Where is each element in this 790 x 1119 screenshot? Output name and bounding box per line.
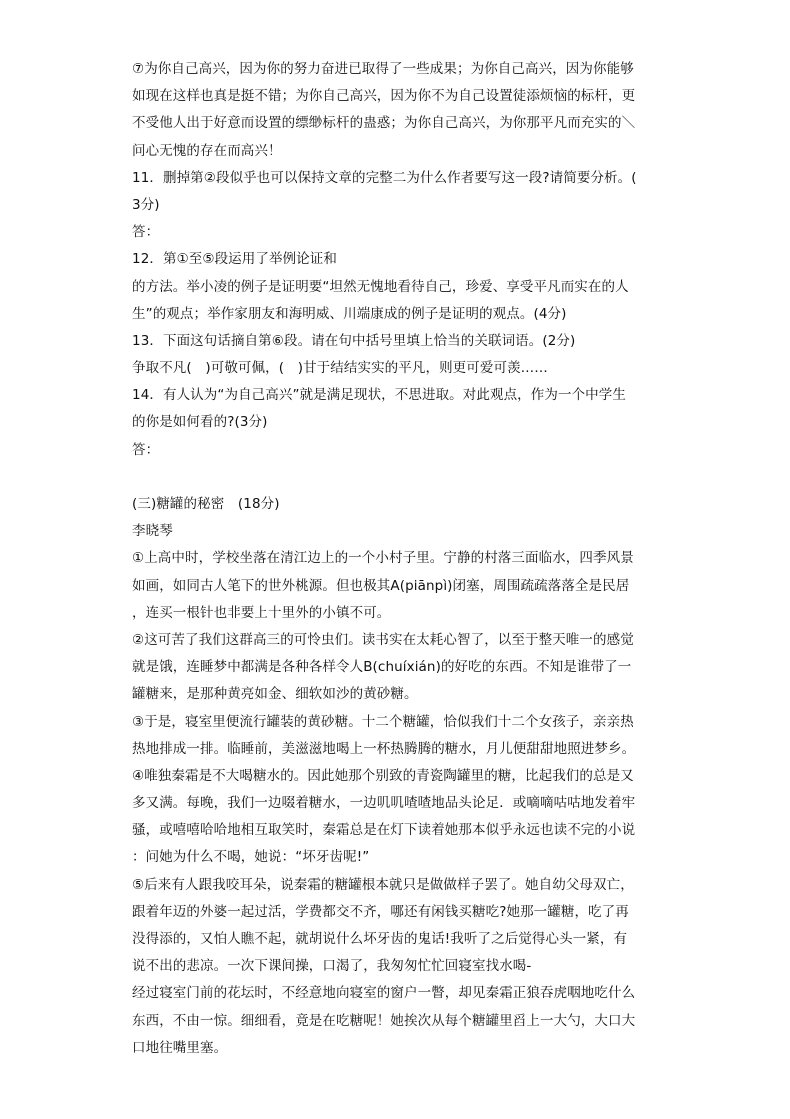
- text-line: 骚，或嘻嘻哈哈地相互取笑时，秦霜总是在灯下读着她那本似乎永远也读不完的小说: [132, 822, 636, 839]
- text-line: 不受他人出于好意而设置的缥缈标杆的蛊惑；为你自己高兴，为你那平凡而充实的＼: [132, 115, 636, 132]
- text-line: 罐糖来，是那种黄亮如金、细软如沙的黄砂糖。: [132, 686, 418, 703]
- blank-line: [132, 464, 662, 491]
- text-line: 东西，不由一惊。细细看，竟是在吃糖呢！她挨次从每个糖罐里舀上一大勺，大口大: [132, 1012, 636, 1029]
- text-line: 多又满。每晚，我们一边啜着糖水，一边叽叽喳喳地品头论足．或嘀嘀咕咕地发着牢: [132, 795, 636, 812]
- text-line: ①上高中时，学校坐落在清江边上的一个小村子里。宁静的村落三面临水，四季风景: [132, 550, 634, 567]
- text-line: 如现在这样也真是挺不错；为你自己高兴，因为你不为自己设置徒添烦恼的标杆，更: [132, 88, 636, 105]
- text-line: 说不出的悲凉。一次下课间操，口渴了，我匆匆忙忙回寝室找水喝-: [132, 958, 532, 975]
- text-line: 热地排成一排。临睡前，美滋滋地喝上一杯热腾腾的糖水，月儿便甜甜地照进梦乡。: [132, 740, 636, 757]
- text-line: 经过寝室门前的花坛时，不经意地向寝室的窗户一瞥，却见秦霜正狼吞虎咽地吃什么: [132, 985, 636, 1002]
- text-line: 争取不凡( )可敬可佩，( )甘于结结实实的平凡，则更可爱可羡……: [132, 360, 548, 377]
- text-line: 12．第①至⑤段运用了举例论证和: [132, 251, 337, 268]
- text-line: 13．下面这句话摘自第⑥段。请在句中括号里填上恰当的关联词语。(2分): [132, 332, 576, 349]
- text-line: ⑤后来有人跟我咬耳朵，说秦霜的糖罐根本就只是做做样子罢了。她自幼父母双亡，: [132, 876, 634, 893]
- text-line: 没得添的，又怕人瞧不起，就胡说什么坏牙齿的鬼话!我听了之后觉得心头一紧，有: [132, 931, 628, 947]
- text-line: (三)糖罐的秘密 (18分): [132, 496, 280, 512]
- text-line: ⑦为你自己高兴，因为你的努力奋进已取得了一些成果；为你自己高兴，因为你能够: [132, 61, 634, 77]
- text-line: ②这可苦了我们这群高三的可怜虫们。读书实在太耗心智了，以至于整天唯一的感觉: [132, 631, 634, 648]
- text-line: 生”的观点；举作家朋友和海明威、川端康成的例子是证明的观点。(4分): [132, 305, 567, 322]
- text-line: 答：: [132, 224, 160, 241]
- text-line: ，连买一根针也非要上十里外的小镇不可。: [132, 604, 391, 621]
- text-line: 的方法。举小凌的例子是证明要“坦然无愧地看待自己，珍爱、享受平凡而实在的人: [132, 278, 629, 295]
- text-line: ④唯独秦霜是不大喝糖水的。因此她那个别致的青瓷陶罐里的糖，比起我们的总是又: [132, 767, 634, 784]
- text-line: 李晓琴: [132, 523, 173, 540]
- text-line: 11．删掉第②段似乎也可以保持文章的完整二为什么作者要写这一段?请简要分析。(: [132, 169, 637, 186]
- text-line: 问心无愧的存在而高兴！: [132, 142, 282, 159]
- text-line: 跟着年迈的外婆一起过活，学费都交不齐，哪还有闲钱买糖吃?她那一罐糖，吃了再: [132, 903, 629, 920]
- text-line: 就是饿，连睡梦中都满是各种各样令人B(chuíxián)的好吃的东西。不知是谁带了一: [132, 659, 632, 676]
- text-line: 答：: [132, 441, 160, 458]
- document-page: [132, 56, 662, 1062]
- text-line: ：问她为什么不喝，她说：“坏牙齿呢!”: [132, 849, 370, 866]
- text-line: ③于是，寝室里便流行罐装的黄砂糖。十二个糖罐，恰似我们十二个女孩子，亲亲热: [132, 713, 634, 730]
- text-line: 口地往嘴里塞。: [132, 1039, 228, 1056]
- text-line: 如画，如同古人笔下的世外桃源。但也极其A(piānpì)闭塞，周围疏疏落落全是民居: [132, 577, 630, 594]
- text-line: 的你是如何看的?(3分): [132, 414, 268, 431]
- text-line: 3分): [132, 196, 160, 213]
- text-line: 14．有人认为“为自己高兴”就是满足现状，不思进取。对此观点，作为一个中学生: [132, 387, 626, 404]
